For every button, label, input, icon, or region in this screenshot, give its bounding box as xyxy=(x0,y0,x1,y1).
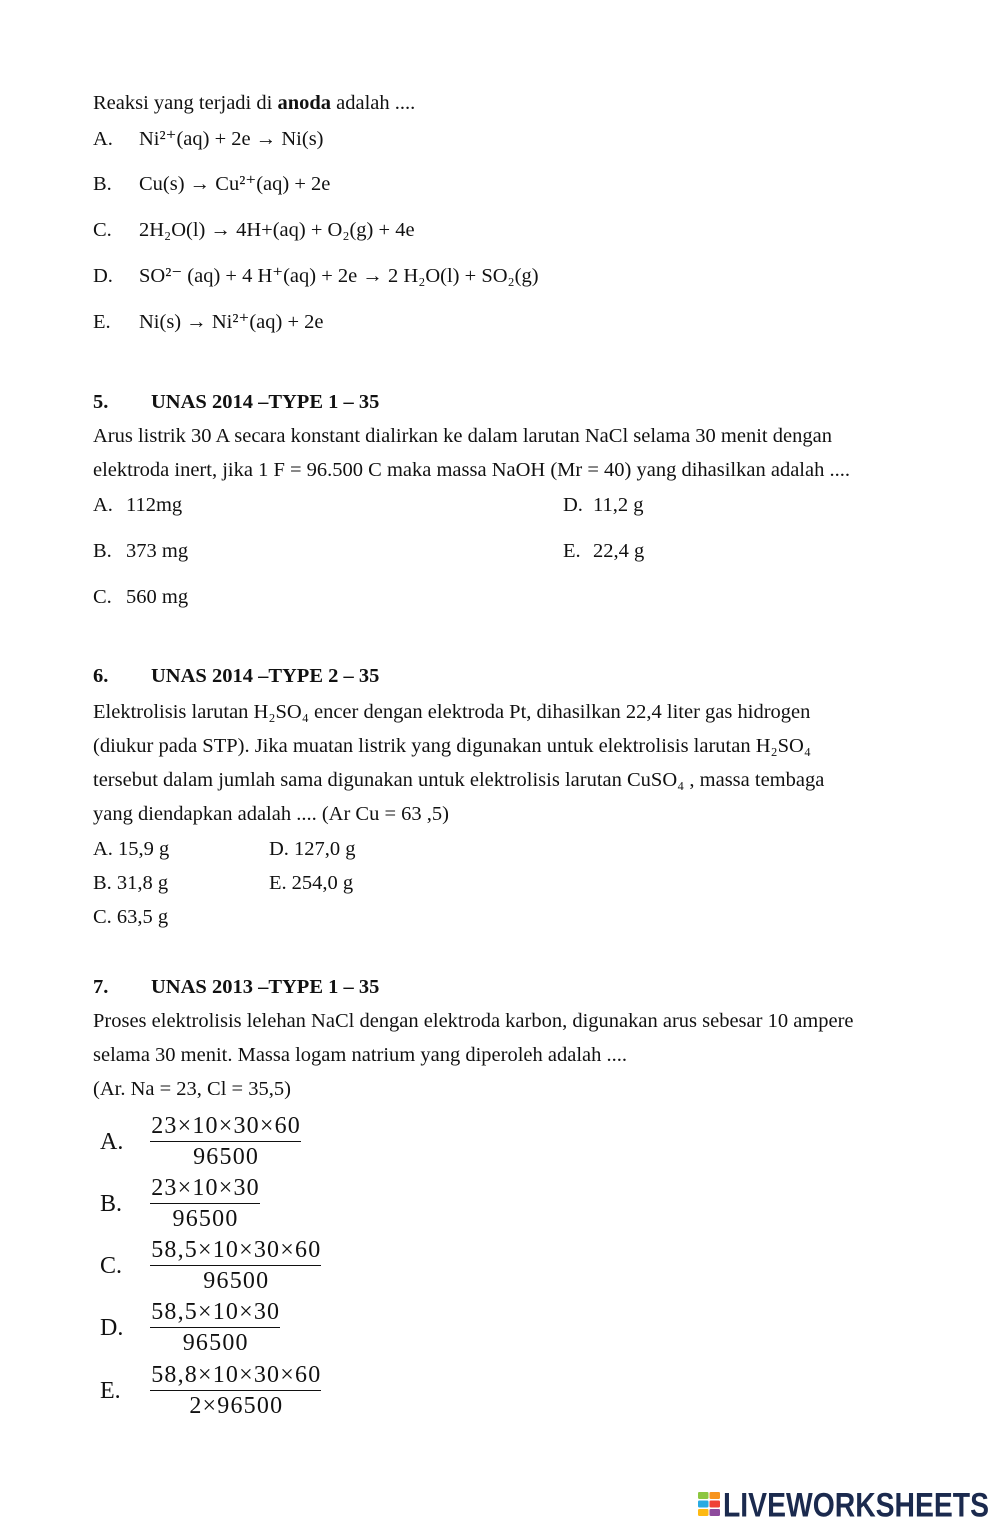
question-7-header xyxy=(93,970,379,1004)
option-label: E. xyxy=(563,540,581,562)
stem-text: Reaksi yang terjadi di xyxy=(93,92,278,114)
question-6-text-line: tersebut dalam jumlah sama digunakan untuk elektrolisis larutan CuSO₄ , massa tembaga xyxy=(93,769,825,791)
option-label: E. xyxy=(93,311,111,333)
option-e xyxy=(269,866,353,900)
option-label: B. xyxy=(93,173,112,195)
option-value: 63,5 g xyxy=(116,906,169,928)
fraction xyxy=(150,1235,321,1296)
option-label: B. xyxy=(93,872,112,894)
question-number: 7. xyxy=(93,976,109,998)
stem-keyword: anoda xyxy=(277,92,332,114)
option-a xyxy=(100,1111,301,1172)
option-a xyxy=(93,122,324,156)
question-source: UNAS 2014 –TYPE 2 – 35 xyxy=(151,665,380,687)
option-value: 112mg xyxy=(126,494,183,516)
option-label: D. xyxy=(269,838,289,860)
option-label: D. xyxy=(93,265,113,287)
option-formula: Cu(s) → Cu²⁺(aq) + 2e xyxy=(139,173,331,195)
stem-text: adalah .... xyxy=(331,92,416,114)
option-a xyxy=(93,488,182,522)
icon-tile xyxy=(710,1509,721,1516)
fraction-denominator: 96500 xyxy=(150,1265,321,1296)
option-e xyxy=(93,305,324,339)
question-number: 5. xyxy=(93,391,109,413)
question-5-text-line: Arus listrik 30 A secara konstant dialirkan ke dalam larutan NaCl selama 30 menit dengan xyxy=(93,425,832,447)
option-value: 22,4 g xyxy=(593,540,645,562)
option-e xyxy=(563,534,644,568)
option-label: C. xyxy=(100,1252,123,1279)
option-b xyxy=(93,866,168,900)
option-label: A. xyxy=(100,1128,124,1155)
fraction xyxy=(150,1111,301,1172)
fraction-denominator: 96500 xyxy=(150,1203,260,1234)
option-c xyxy=(93,213,415,247)
option-formula: SO²⁻ (aq) + 4 H⁺(aq) + 2e → 2 H₂O(l) + SO₂(g) xyxy=(139,265,539,287)
option-d xyxy=(563,488,644,522)
fraction-denominator: 96500 xyxy=(150,1141,301,1172)
option-e xyxy=(100,1360,321,1421)
option-formula: Ni(s) → Ni²⁺(aq) + 2e xyxy=(139,311,324,333)
option-d xyxy=(269,832,355,866)
option-value: 560 mg xyxy=(126,586,189,608)
fraction-numerator: 58,8×10×30×60 xyxy=(151,1362,322,1388)
fraction xyxy=(150,1360,321,1421)
liveworksheets-icon xyxy=(698,1492,720,1516)
liveworksheets-logo xyxy=(696,1486,992,1524)
fraction xyxy=(150,1297,280,1358)
option-label: E. xyxy=(100,1377,121,1404)
question-5-header xyxy=(93,385,379,419)
fraction-denominator: 96500 xyxy=(150,1327,280,1358)
question-4-stem xyxy=(93,86,415,120)
question-6-text-line: yang diendapkan adalah .... (Ar Cu = 63 ,5) xyxy=(93,803,449,825)
liveworksheets-wordmark: LIVEWORKSHEETS xyxy=(723,1486,989,1524)
fraction-numerator: 23×10×30 xyxy=(151,1175,260,1201)
fraction-numerator: 58,5×10×30 xyxy=(151,1299,281,1325)
fraction-numerator: 58,5×10×30×60 xyxy=(151,1237,322,1263)
option-value: 373 mg xyxy=(126,540,189,562)
question-number: 6. xyxy=(93,665,109,687)
fraction xyxy=(150,1173,260,1234)
question-source: UNAS 2013 –TYPE 1 – 35 xyxy=(151,976,380,998)
option-label: D. xyxy=(563,494,583,516)
option-label: B. xyxy=(93,540,112,562)
option-label: D. xyxy=(100,1314,124,1341)
option-d xyxy=(100,1297,280,1358)
question-6-header xyxy=(93,659,379,693)
option-label: B. xyxy=(100,1190,123,1217)
option-c xyxy=(93,580,188,614)
option-label: A. xyxy=(93,494,113,516)
icon-tile xyxy=(698,1501,709,1508)
question-source: UNAS 2014 –TYPE 1 – 35 xyxy=(151,391,380,413)
question-6-text-line: Elektrolisis larutan H₂SO₄ encer dengan elektroda Pt, dihasilkan 22,4 liter gas hidrogen xyxy=(93,701,811,723)
option-value: 254,0 g xyxy=(291,872,354,894)
option-label: E. xyxy=(269,872,287,894)
icon-tile xyxy=(710,1492,721,1499)
icon-tile xyxy=(710,1501,721,1508)
option-value: 11,2 g xyxy=(593,494,644,516)
fraction-denominator: 2×96500 xyxy=(150,1390,321,1421)
option-label: C. xyxy=(93,906,112,928)
option-label: C. xyxy=(93,586,112,608)
option-label: C. xyxy=(93,219,112,241)
option-c xyxy=(93,900,168,934)
option-a xyxy=(93,832,169,866)
option-b xyxy=(93,534,188,568)
option-label: A. xyxy=(93,838,113,860)
option-value: 31,8 g xyxy=(116,872,169,894)
option-d xyxy=(93,259,539,293)
question-7-text-line: selama 30 menit. Massa logam natrium yang diperoleh adalah .... xyxy=(93,1044,627,1066)
option-label: A. xyxy=(93,128,113,150)
option-formula: Ni²⁺(aq) + 2e → Ni(s) xyxy=(139,128,324,150)
question-6-text-line: (diukur pada STP). Jika muatan listrik yang digunakan untuk elektrolisis larutan H₂SO₄ xyxy=(93,735,812,757)
option-value: 15,9 g xyxy=(117,838,170,860)
option-b xyxy=(100,1173,260,1234)
question-5-text-line: elektroda inert, jika 1 F = 96.500 C maka massa NaOH (Mr = 40) yang dihasilkan adalah .... xyxy=(93,459,850,481)
option-formula: 2H₂O(l) → 4H+(aq) + O₂(g) + 4e xyxy=(139,219,415,241)
question-7-text-line: Proses elektrolisis lelehan NaCl dengan elektroda karbon, digunakan arus sebesar 10 ampere xyxy=(93,1010,854,1032)
option-c xyxy=(100,1235,321,1296)
option-b xyxy=(93,167,330,201)
fraction-numerator: 23×10×30×60 xyxy=(151,1113,301,1139)
icon-tile xyxy=(698,1509,709,1516)
option-value: 127,0 g xyxy=(293,838,356,860)
question-7-text-line: (Ar. Na = 23, Cl = 35,5) xyxy=(93,1078,291,1100)
icon-tile xyxy=(698,1492,709,1499)
